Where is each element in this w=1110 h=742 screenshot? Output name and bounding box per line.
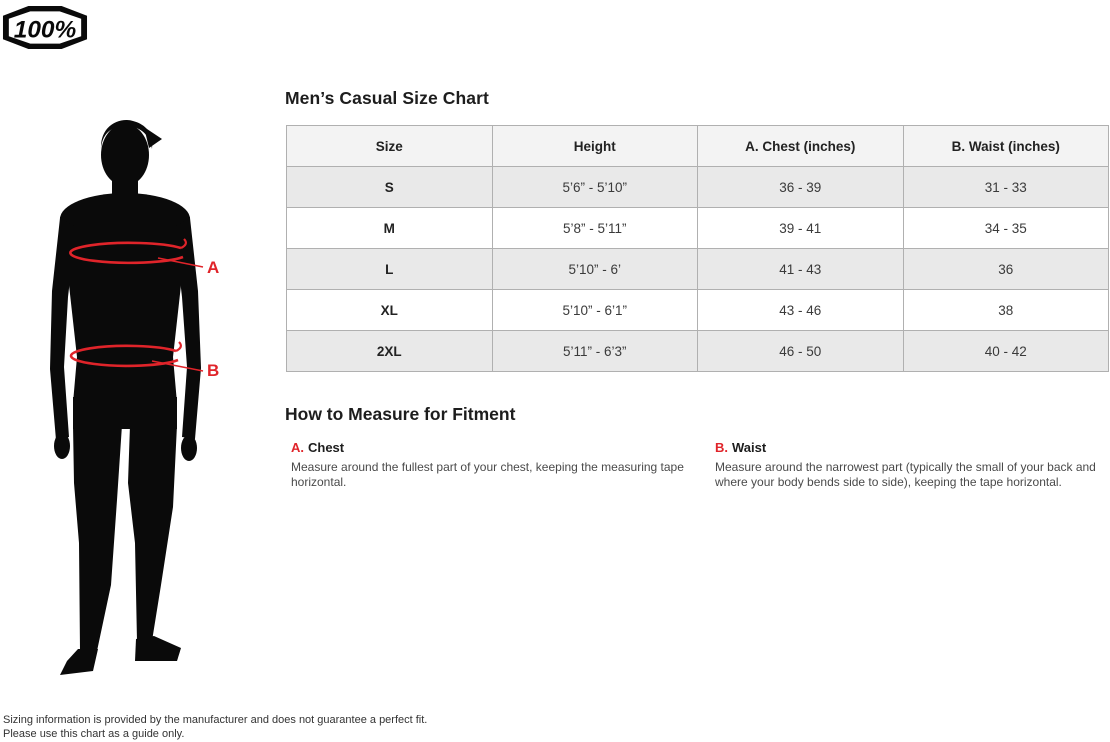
cell-chest: 41 - 43 <box>698 249 904 290</box>
chest-label-a: A <box>207 258 220 277</box>
cell-waist: 34 - 35 <box>903 208 1109 249</box>
table-row <box>287 290 1109 331</box>
cell-height: 5’10” - 6’ <box>492 249 698 290</box>
footer-line-2: Please use this chart as a guide only. <box>3 728 185 740</box>
table-row <box>287 167 1109 208</box>
column-header-size: Size <box>287 126 493 167</box>
column-header-height: Height <box>492 126 698 167</box>
brand-logo-text: 100% <box>13 16 77 44</box>
cell-size: S <box>287 167 493 208</box>
cell-waist: 31 - 33 <box>903 167 1109 208</box>
measure-description-chest: Measure around the fullest part of your chest, keeping the measuring tape horizontal. <box>291 460 684 489</box>
measure-heading-waist <box>715 440 1109 455</box>
waist-label-b: B <box>207 361 220 380</box>
cell-height: 5’6” - 5’10” <box>492 167 698 208</box>
measure-item-chest <box>291 440 711 490</box>
measure-letter-b: B. <box>715 440 728 455</box>
column-header-chest: A. Chest (inches) <box>698 126 904 167</box>
measure-name-waist: Waist <box>732 440 767 455</box>
body-silhouette-figure <box>40 115 270 693</box>
measure-section-title: How to Measure for Fitment <box>285 404 516 424</box>
cell-size: M <box>287 208 493 249</box>
table-header-row <box>287 126 1109 167</box>
cell-chest: 36 - 39 <box>698 167 904 208</box>
size-chart-table-wrap <box>286 125 1109 372</box>
cell-chest: 39 - 41 <box>698 208 904 249</box>
cell-height: 5’10” - 6’1” <box>492 290 698 331</box>
measure-heading-chest <box>291 440 711 455</box>
measure-letter-a: A. <box>291 440 304 455</box>
table-row <box>287 249 1109 290</box>
table-row <box>287 331 1109 372</box>
size-chart-table <box>286 125 1109 372</box>
footer-line-1: Sizing information is provided by the manufacturer and does not guarantee a perfect fit. <box>3 714 428 726</box>
cell-height: 5’8” - 5’11” <box>492 208 698 249</box>
measure-description-waist: Measure around the narrowest part (typically the small of your back and where your body bends side to side), keeping the tape horizontal. <box>715 460 1096 489</box>
size-chart-title: Men’s Casual Size Chart <box>285 88 489 108</box>
footer-disclaimer <box>3 713 427 741</box>
brand-logo-icon <box>2 5 88 50</box>
waist-band-arrow <box>176 342 181 351</box>
cell-chest: 46 - 50 <box>698 331 904 372</box>
measure-item-waist <box>715 440 1109 490</box>
brand-logo <box>2 5 88 50</box>
cell-waist: 40 - 42 <box>903 331 1109 372</box>
measurement-figure <box>40 115 270 693</box>
column-header-waist: B. Waist (inches) <box>903 126 1109 167</box>
cell-size: 2XL <box>287 331 493 372</box>
cell-height: 5’11” - 6’3” <box>492 331 698 372</box>
body-silhouette <box>50 120 201 675</box>
cell-size: XL <box>287 290 493 331</box>
cell-size: L <box>287 249 493 290</box>
cell-waist: 38 <box>903 290 1109 331</box>
cell-chest: 43 - 46 <box>698 290 904 331</box>
measure-name-chest: Chest <box>308 440 345 455</box>
table-row <box>287 208 1109 249</box>
cell-waist: 36 <box>903 249 1109 290</box>
